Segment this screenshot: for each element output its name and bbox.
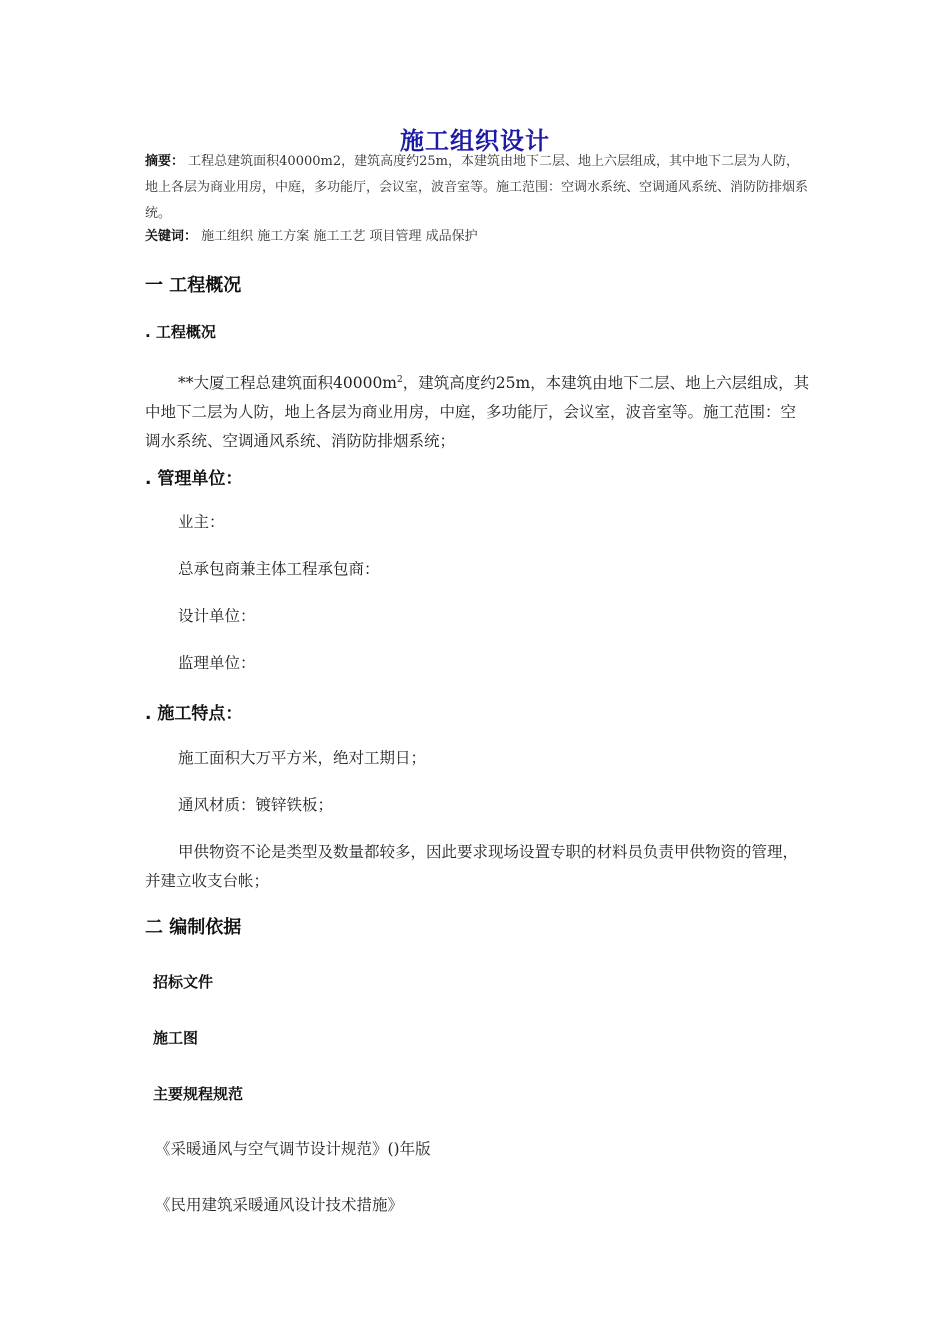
management-item-owner: 业主： — [178, 513, 225, 531]
subsection-heading-management: . 管理单位： — [145, 469, 243, 489]
basis-item-drawings: 施工图 — [153, 1029, 199, 1047]
section-heading-basis: 二 编制依据 — [145, 917, 242, 938]
feature-item-material: 通风材质：镀锌铁板； — [178, 796, 334, 814]
overview-superscript: 2 — [397, 375, 403, 385]
keywords — [145, 224, 478, 250]
document-title: 施工组织设计 — [400, 126, 550, 155]
reference-civil-measures: 《民用建筑采暖通风设计技术措施》 — [155, 1196, 404, 1214]
overview-text-part1: **大厦工程总建筑面积40000m — [178, 374, 398, 393]
overview-paragraph — [145, 366, 810, 456]
overview-text-part2: ，建筑高度约25m，本建筑由地下二层、地上六层组成，其中地下二层为人防，地上各层为商业用房，中庭，多功能厅，会议室，波音室等。施工范围：空调水系统、空调通风系统、消防防排烟系统； — [145, 374, 810, 451]
reference-hvac-code: 《采暖通风与空气调节设计规范》()年版 — [155, 1140, 431, 1158]
basis-item-tender: 招标文件 — [153, 973, 214, 991]
keywords-label: 关键词： — [145, 229, 198, 244]
subsection-heading-features: . 施工特点： — [145, 704, 243, 724]
section-heading-overview: 一 工程概况 — [145, 275, 242, 296]
management-item-supervisor: 监理单位： — [178, 654, 256, 672]
management-item-contractor: 总承包商兼主体工程承包商： — [178, 560, 380, 578]
management-item-designer: 设计单位： — [178, 607, 256, 625]
abstract — [145, 149, 810, 227]
subsection-heading-overview: . 工程概况 — [145, 323, 216, 341]
abstract-text: 工程总建筑面积40000m2，建筑高度约25m，本建筑由地下二层、地上六层组成，其中地下二层为人防，地上各层为商业用房，中庭，多功能厅，会议室，波音室等。施工范围：空调水系统、空调通风系统、消防防排烟系统。 — [145, 154, 809, 221]
abstract-label: 摘要： — [145, 154, 185, 169]
feature-item-supplies: 甲供物资不论是类型及数量都较多，因此要求现场设置专职的材料员负责甲供物资的管理，并建立收支台帐； — [145, 843, 799, 890]
keywords-text: 施工组织 施工方案 施工工艺 项目管理 成品保护 — [201, 229, 478, 244]
basis-item-standards: 主要规程规范 — [153, 1085, 244, 1103]
feature-item-area: 施工面积大万平方米，绝对工期日； — [178, 749, 427, 767]
